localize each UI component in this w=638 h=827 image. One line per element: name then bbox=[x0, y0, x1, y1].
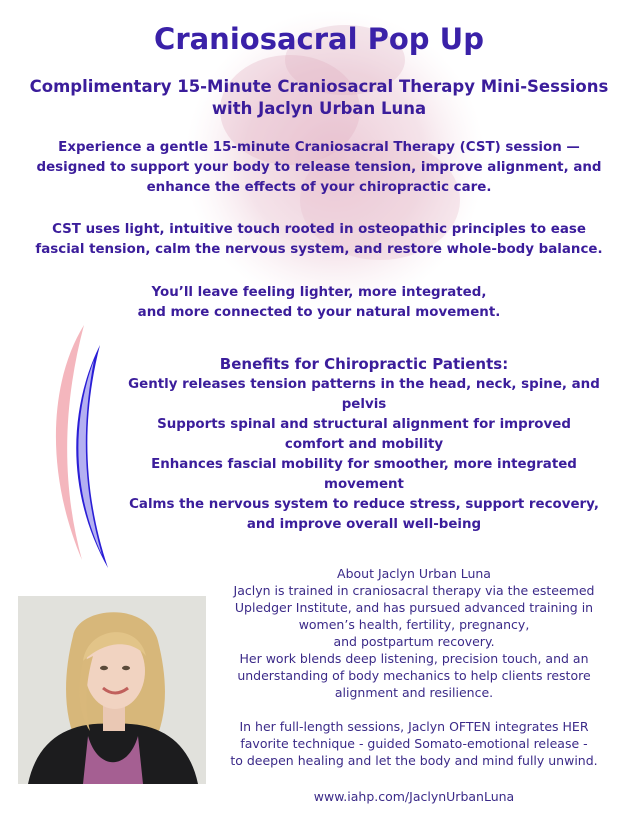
text-line: movement bbox=[324, 477, 404, 492]
text-line: and postpartum recovery. bbox=[333, 634, 495, 649]
subtitle bbox=[0, 76, 638, 120]
text-line: Supports spinal and structural alignment for improved bbox=[157, 417, 571, 432]
benefit-item bbox=[118, 495, 610, 535]
benefits-heading: Benefits for Chiropractic Patients: bbox=[219, 355, 509, 373]
benefit-item bbox=[118, 415, 610, 455]
text-line: Upledger Institute, and has pursued advanced training in bbox=[234, 600, 594, 615]
intro-paragraph-2 bbox=[0, 220, 638, 260]
text-line: In her full-length sessions, Jaclyn OFTEN integrates HER bbox=[239, 719, 589, 734]
portrait-illustration bbox=[18, 596, 206, 784]
text-line: Her work blends deep listening, precision touch, and an bbox=[239, 651, 589, 666]
text-line: to deepen healing and let the body and mind fully unwind. bbox=[230, 753, 598, 768]
text-line: women’s health, fertility, pregnancy, bbox=[298, 617, 530, 632]
text-line: understanding of body mechanics to help clients restore bbox=[237, 668, 591, 683]
about-heading: About Jaclyn Urban Luna bbox=[337, 566, 491, 581]
subtitle-line: with Jaclyn Urban Luna bbox=[211, 99, 427, 118]
subtitle-line: Complimentary 15-Minute Craniosacral Therapy Mini-Sessions bbox=[29, 77, 609, 96]
benefit-item bbox=[118, 375, 610, 415]
website-link[interactable]: www.iahp.com/JaclynUrbanLuna bbox=[313, 789, 515, 804]
text-line: favorite technique - guided Somato-emotional release - bbox=[240, 736, 588, 751]
text-line: enhance the effects of your chiropractic care. bbox=[146, 180, 492, 195]
intro-paragraph-3 bbox=[0, 283, 638, 323]
text-line: Gently releases tension patterns in the head, neck, spine, and bbox=[128, 377, 600, 392]
text-line: Jaclyn is trained in craniosacral therapy via the esteemed bbox=[233, 583, 595, 598]
text-line: You’ll leave feeling lighter, more integrated, bbox=[151, 285, 487, 300]
portrait-photo bbox=[18, 596, 206, 784]
text-line: pelvis bbox=[341, 397, 387, 412]
text-line: and improve overall well-being bbox=[246, 517, 482, 532]
swoosh-decoration bbox=[42, 320, 112, 570]
text-line: CST uses light, intuitive touch rooted in osteopathic principles to ease bbox=[52, 222, 586, 237]
page-title: Craniosacral Pop Up bbox=[154, 22, 484, 56]
text-line: fascial tension, calm the nervous system, and restore whole-body balance. bbox=[35, 242, 603, 257]
benefits-section bbox=[118, 354, 610, 535]
text-line: designed to support your body to release tension, improve alignment, and bbox=[36, 160, 602, 175]
benefit-item bbox=[118, 455, 610, 495]
text-line: Calms the nervous system to reduce stress, support recovery, bbox=[129, 497, 599, 512]
text-line: comfort and mobility bbox=[284, 437, 444, 452]
about-section bbox=[208, 565, 620, 769]
text-line: and more connected to your natural movement. bbox=[137, 305, 501, 320]
text-line: alignment and resilience. bbox=[334, 685, 494, 700]
spacer bbox=[208, 701, 620, 718]
text-line: Experience a gentle 15-minute Craniosacral Therapy (CST) session — bbox=[58, 140, 580, 155]
text-line: Enhances fascial mobility for smoother, more integrated bbox=[151, 457, 577, 472]
intro-paragraph-1 bbox=[0, 138, 638, 198]
